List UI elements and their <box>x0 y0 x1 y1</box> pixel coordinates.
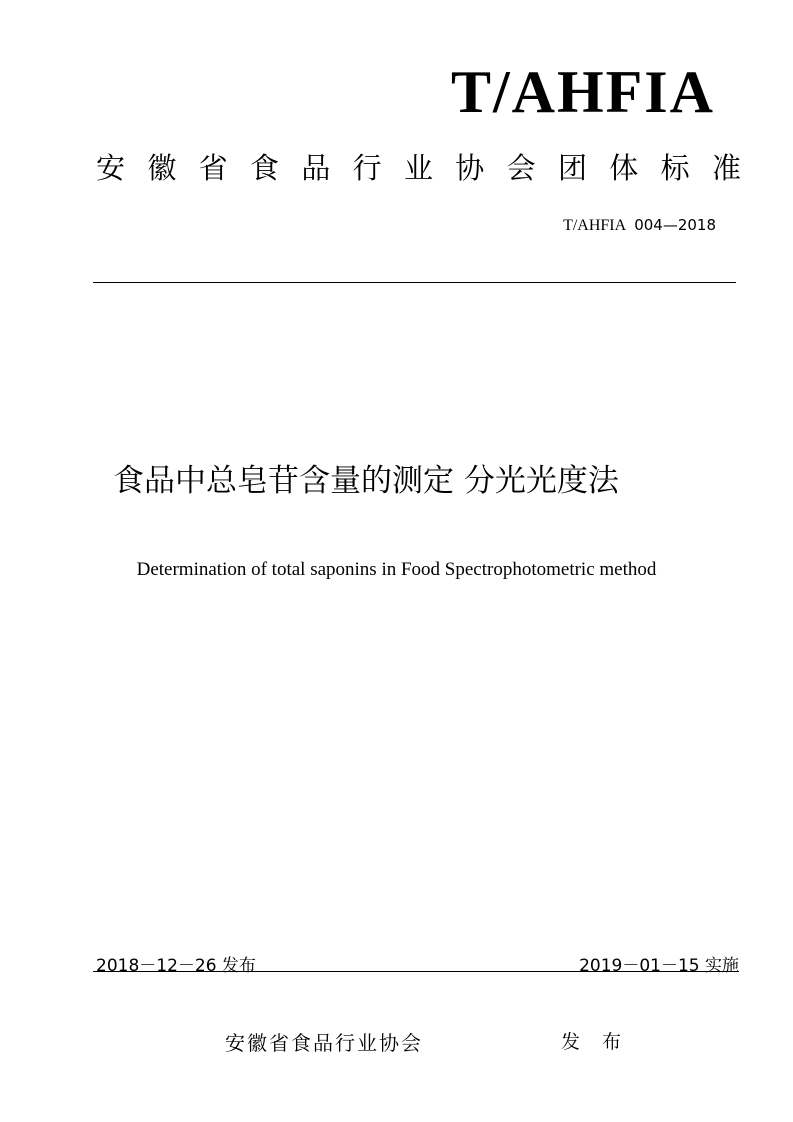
heading-char: 团 <box>557 151 587 185</box>
heading-char: 体 <box>609 151 639 185</box>
heading-char: 品 <box>301 151 331 185</box>
implementation-date: 2019－01－15 实施 <box>579 956 739 976</box>
heading-char: 省 <box>198 151 228 185</box>
standard-code <box>563 216 716 235</box>
heading-char: 准 <box>711 151 741 185</box>
heading-char: 徽 <box>147 151 177 185</box>
header-divider <box>93 282 736 283</box>
heading-char: 业 <box>403 151 433 185</box>
document-title-english: Determination of total saponins in Food Spectrophotometric method <box>136 559 657 580</box>
publisher-name: 安徽省食品行业协会 <box>225 1031 423 1055</box>
heading-char: 协 <box>455 151 485 185</box>
document-title-chinese: 食品中总皂苷含量的测定 分光光度法 <box>113 463 619 499</box>
standard-code-number: 004—2018 <box>634 216 716 234</box>
standard-logo: T/AHFIA <box>450 59 715 125</box>
issue-date: 2018－12－26 发布 <box>96 956 256 976</box>
heading-char: 标 <box>660 151 690 185</box>
heading-char: 安 <box>96 151 126 185</box>
heading-char: 会 <box>506 151 536 185</box>
heading-char: 行 <box>352 151 382 185</box>
heading-char: 食 <box>249 151 279 185</box>
publish-label: 发 布 <box>561 1031 630 1053</box>
standard-code-prefix: T/AHFIA <box>563 217 627 234</box>
association-standard-heading <box>96 151 741 185</box>
footer-divider <box>93 971 739 972</box>
